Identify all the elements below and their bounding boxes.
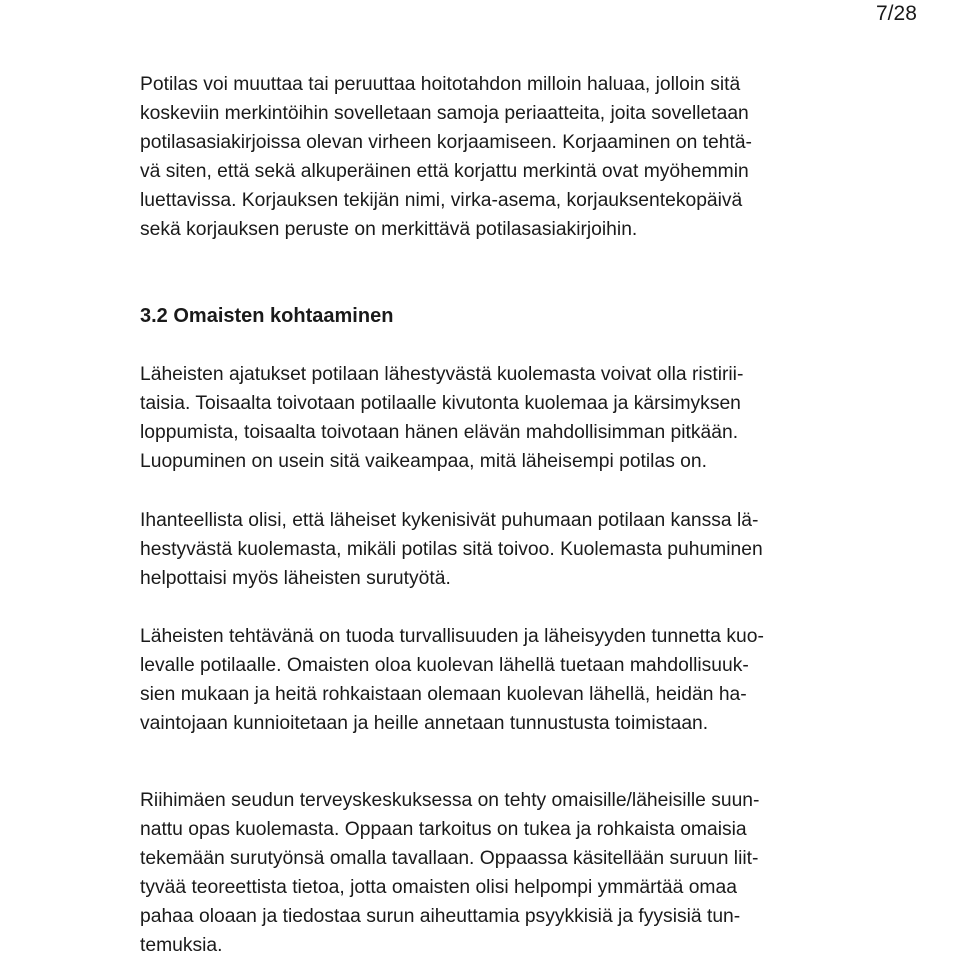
text-line: tekemään surutyönsä omalla tavallaan. Oppaassa käsitellään suruun liit- [140, 848, 759, 869]
text-line: Luopuminen on usein sitä vaikeampaa, mitä läheisempi potilas on. [140, 451, 707, 472]
text-line: Ihanteellista olisi, että läheiset kykenisivät puhumaan potilaan kanssa lä- [140, 510, 759, 531]
section-heading: 3.2 Omaisten kohtaaminen [140, 305, 394, 327]
text-line: temuksia. [140, 935, 223, 956]
text-line: Riihimäen seudun terveyskeskuksessa on tehty omaisille/läheisille suun- [140, 790, 760, 811]
text-line: helpottaisi myös läheisten surutyötä. [140, 568, 451, 589]
text-line: hestyvästä kuolemasta, mikäli potilas sitä toivoo. Kuolemasta puhuminen [140, 539, 763, 560]
text-line: vä siten, että sekä alkuperäinen että korjattu merkintä ovat myöhemmin [140, 161, 749, 182]
text-line: pahaa oloaan ja tiedostaa surun aiheuttamia psyykkisiä ja fyysisiä tun- [140, 906, 741, 927]
text-line: Läheisten tehtävänä on tuoda turvallisuuden ja läheisyyden tunnetta kuo- [140, 626, 764, 647]
text-line: potilasasiakirjoissa olevan virheen korjaamiseen. Korjaaminen on tehtä- [140, 132, 752, 153]
paragraph-relatives-role [140, 622, 764, 738]
text-line: Läheisten ajatukset potilaan lähestyvästä kuolemasta voivat olla ristirii- [140, 364, 744, 385]
paragraph-guide-for-relatives [140, 786, 759, 960]
text-line: loppumista, toisaalta toivotaan hänen elävän mahdollisimman pitkään. [140, 422, 739, 443]
text-line: vaintojaan kunnioitetaan ja heille annetaan tunnustusta toimistaan. [140, 713, 709, 734]
text-line: levalle potilaalle. Omaisten oloa kuolevan lähellä tuetaan mahdollisuuk- [140, 655, 749, 676]
text-line: luettavissa. Korjauksen tekijän nimi, virka-asema, korjauksentekopäivä [140, 190, 743, 211]
text-line: sekä korjauksen peruste on merkittävä potilasasiakirjoihin. [140, 219, 638, 240]
text-line: Potilas voi muuttaa tai peruuttaa hoitotahdon milloin haluaa, jolloin sitä [140, 74, 741, 95]
text-line: nattu opas kuolemasta. Oppaan tarkoitus on tukea ja rohkaista omaisia [140, 819, 747, 840]
text-line: tyvää teoreettista tietoa, jotta omaisten olisi helpompi ymmärtää omaa [140, 877, 737, 898]
page-number: 7/28 [876, 2, 917, 25]
paragraph-hoitotahto-correction [140, 70, 752, 244]
paragraph-talking-about-death [140, 506, 763, 593]
text-line: sien mukaan ja heitä rohkaistaan olemaan kuolevan lähellä, heidän ha- [140, 684, 747, 705]
text-line: taisia. Toisaalta toivotaan potilaalle kivutonta kuolemaa ja kärsimyksen [140, 393, 741, 414]
text-line: koskeviin merkintöihin sovelletaan samoja periaatteita, joita sovelletaan [140, 103, 749, 124]
paragraph-relatives-thoughts [140, 360, 743, 476]
